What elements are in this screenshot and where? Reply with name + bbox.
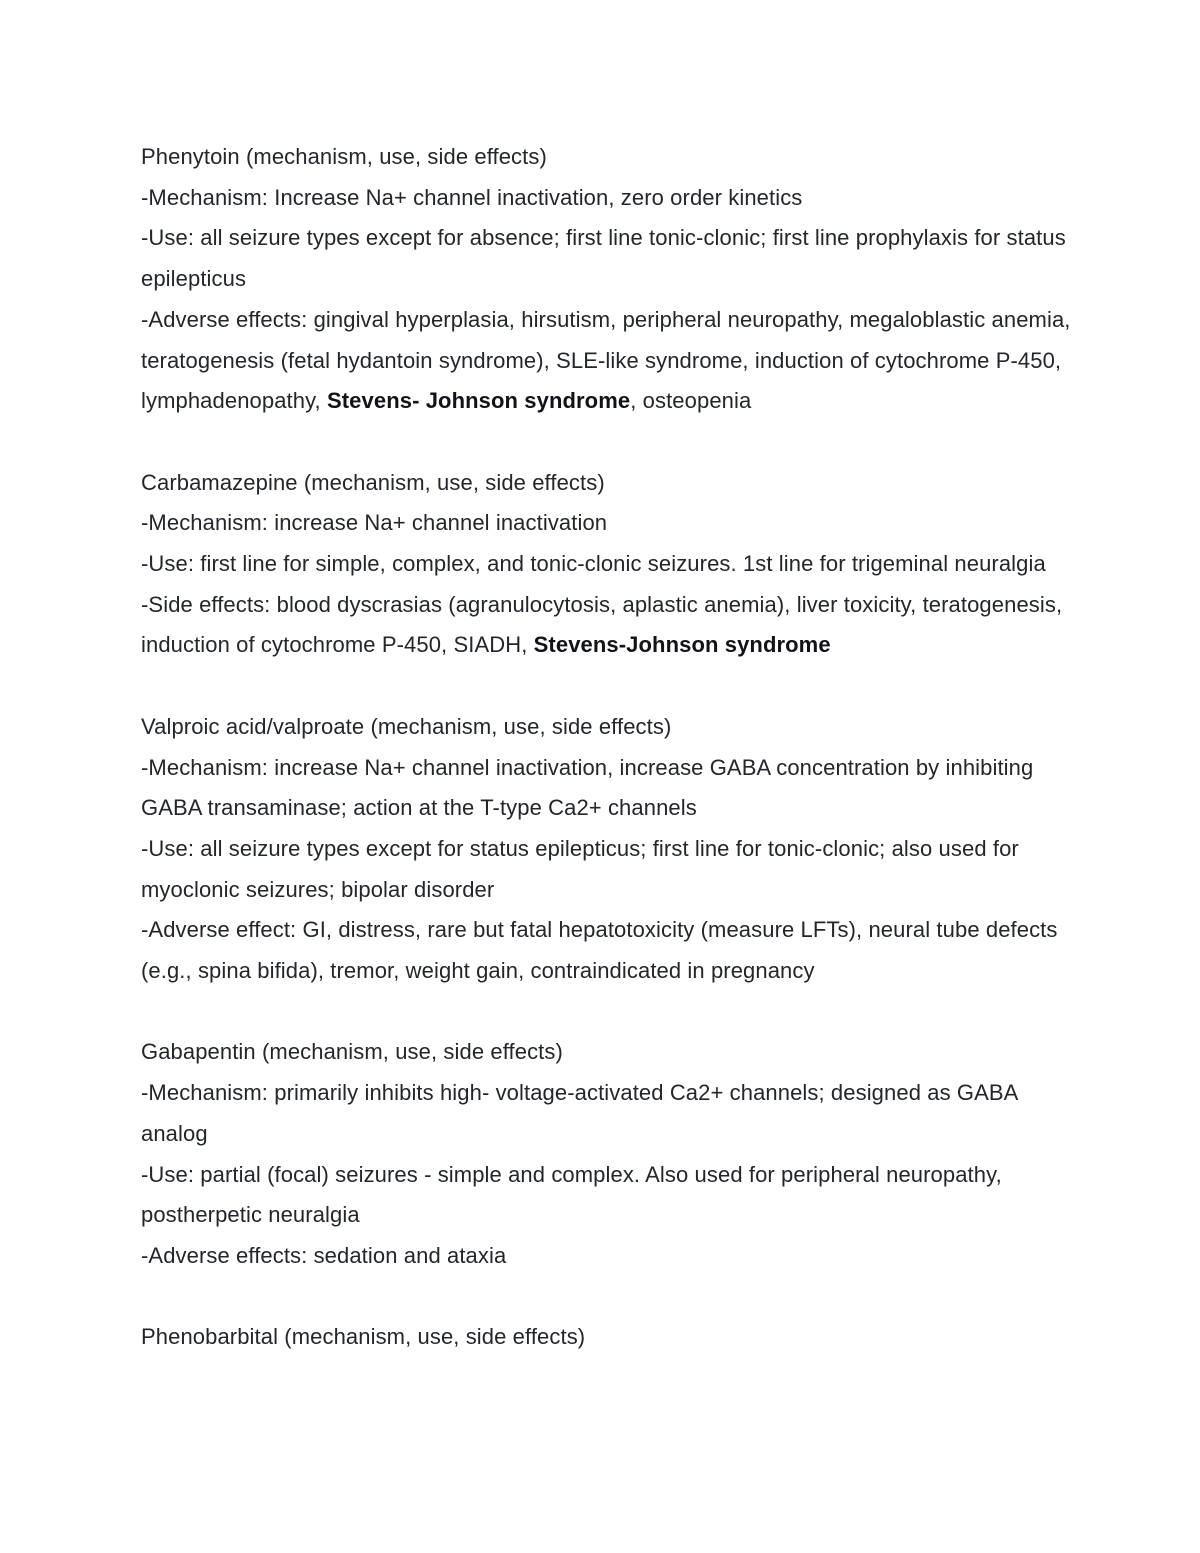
mechanism-line: -Mechanism: increase Na+ channel inactivation (141, 510, 608, 536)
document-body (141, 137, 1071, 1358)
section-title: Phenytoin (mechanism, use, side effects) (141, 144, 547, 169)
bold-term: Stevens- Johnson syndrome (326, 388, 631, 414)
use-line: -Use: all seizure types except for absence; first line tonic-clonic; first line prophylaxis for status epilepticus (141, 225, 1066, 292)
section-title: Carbamazepine (mechanism, use, side effects) (141, 469, 605, 495)
section-title: Gabapentin (mechanism, use, side effects) (141, 1039, 563, 1065)
use-line: -Use: first line for simple, complex, and tonic-clonic seizures. 1st line for trigeminal neuralgia (141, 551, 1046, 577)
side-effects-text: -Side effects: blood dyscrasias (agranulocytosis, aplastic anemia), liver toxicity, teratogenesis, induction of cytochrome P-450, SIADH, (141, 591, 1063, 658)
use-line: -Use: partial (focal) seizures - simple and complex. Also used for peripheral neuropathy, postherpetic neuralgia (141, 1161, 1002, 1228)
mechanism-line: -Mechanism: Increase Na+ channel inactivation, zero order kinetics (141, 184, 803, 210)
section-carbamazepine (141, 463, 1071, 667)
paragraph-gap (141, 422, 1071, 463)
section-title: Phenobarbital (mechanism, use, side effects) (141, 1324, 586, 1350)
use-line: -Use: all seizure types except for status epilepticus; first line for tonic-clonic; also used for myoclonic seizures; bipolar disorder (141, 835, 1019, 902)
section-gabapentin (141, 1032, 1071, 1276)
adverse-effects-line: -Adverse effects: sedation and ataxia (141, 1242, 507, 1268)
paragraph-gap (141, 666, 1071, 707)
paragraph-gap (141, 1277, 1071, 1318)
adverse-effects-text: -Adverse effects: gingival hyperplasia, hirsutism, peripheral neuropathy, megaloblastic anemia, teratogenesis (fetal hydantoin syndrome), SLE-like syndrome, induction of cytochrome P-450, lymphadenopathy, (141, 306, 1071, 414)
side-effects-line (141, 585, 1071, 666)
section-phenobarbital (141, 1317, 1071, 1358)
mechanism-line: -Mechanism: increase Na+ channel inactivation, increase GABA concentration by inhibiting GABA transaminase; action at the T-type Ca2+ channels (141, 754, 1034, 821)
adverse-effects-line (141, 300, 1071, 422)
section-phenytoin (141, 137, 1071, 422)
bold-term: Stevens-Johnson syndrome (533, 632, 831, 658)
section-valproic-acid (141, 707, 1071, 992)
mechanism-line: -Mechanism: primarily inhibits high- voltage-activated Ca2+ channels; designed as GABA analog (141, 1080, 1018, 1146)
paragraph-gap (141, 992, 1071, 1033)
adverse-effects-line: -Adverse effect: GI, distress, rare but fatal hepatotoxicity (measure LFTs), neural tube defects (e.g., spina bifida), tremor, weight gain, contraindicated in pregnancy (141, 917, 1058, 984)
section-title: Valproic acid/valproate (mechanism, use, side effects) (141, 713, 672, 739)
adverse-effects-text-end: , osteopenia (630, 388, 752, 414)
